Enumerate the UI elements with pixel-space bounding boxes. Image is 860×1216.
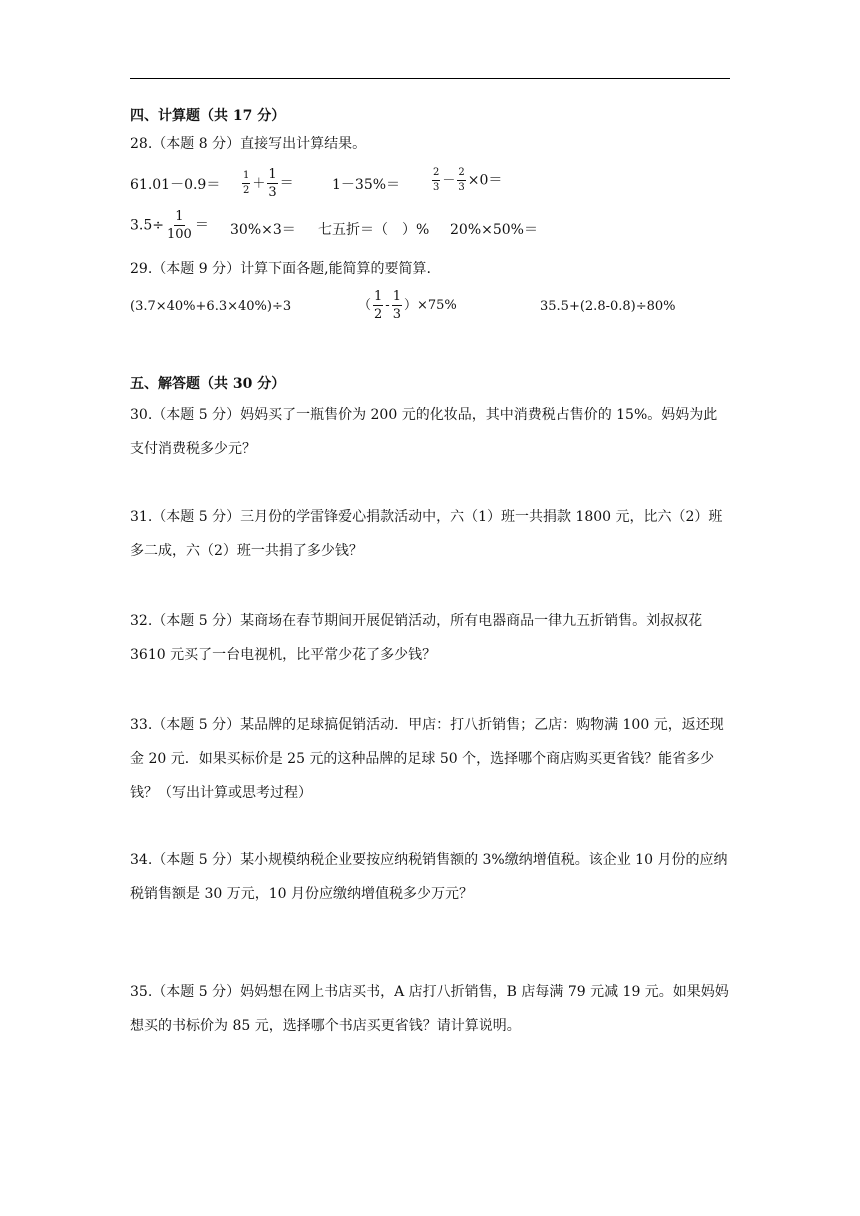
question-33: 33.（本题 5 分）某品牌的足球搞促销活动．甲店：打八折销售；乙店：购物满 100 元，返还现金 20 元．如果买标价是 25 元的这种品牌的足球 50 个，选择哪个商店购买更省钱？能省多少钱？（写出计算或思考过程）: [130, 717, 724, 801]
section-4-title: 四、计算题（共 17 分）: [130, 108, 286, 124]
expr-28-c: 1－35%＝: [332, 177, 401, 193]
expr-28-a: 61.01－0.9＝: [130, 177, 221, 193]
question-29-stem: 29.（本题 9 分）计算下面各题,能简算的要简算.: [130, 261, 431, 277]
fraction: $\frac{1}{100}$: [167, 209, 192, 242]
question-29-row: [130, 290, 730, 326]
question-34: 34.（本题 5 分）某小规模纳税企业要按应纳税销售额的 3%缴纳增值税。该企业 10 月份的应纳税销售额是 30 万元，10 月份应缴纳增值税多少万元？: [130, 852, 728, 902]
fraction: $\frac{2}{3}$: [433, 167, 440, 193]
section-5-title: 五、解答题（共 30 分）: [130, 376, 286, 392]
expr-29-a: (3.7×40%+6.3×40%)÷3: [130, 299, 292, 314]
expr-28-h: 20%×50%＝: [450, 222, 538, 238]
question-30: 30.（本题 5 分）妈妈买了一瓶售价为 200 元的化妆品，其中消费税占售价的 15%。妈妈为此支付消费税多少元？: [130, 407, 718, 457]
fraction: $\frac{2}{3}$: [458, 167, 465, 193]
expr-28-f: 30%×3＝: [230, 222, 296, 238]
question-35: 35.（本题 5 分）妈妈想在网上书店买书，A 店打八折销售，B 店每满 79 元减 19 元。如果妈妈想买的书标价为 85 元，选择哪个书店买更省钱？请计算说明。: [130, 984, 729, 1034]
question-28-row-2: [130, 210, 730, 246]
expr-29-b: （ $\frac{1}{2}$ - $\frac{1}{3}$ ）×75%: [358, 289, 457, 322]
question-31: 31.（本题 5 分）三月份的学雷锋爱心捐款活动中，六（1）班一共捐款 1800 元，比六（2）班多二成，六（2）班一共捐了多少钱？: [130, 509, 723, 559]
expr-29-c: 35.5+(2.8-0.8)÷80%: [540, 299, 676, 314]
expr-28-b: $\frac{1}{2}$ ＋ $\frac{1}{3}$ ＝: [243, 167, 294, 200]
fraction: $\frac{1}{2}$: [374, 289, 383, 322]
fraction: $\frac{1}{3}$: [392, 289, 401, 322]
fraction: $\frac{1}{2}$: [243, 170, 250, 196]
expr-28-d: $\frac{2}{3}$ － $\frac{2}{3}$ ×0＝: [433, 167, 503, 193]
question-28-stem: 28.（本题 8 分）直接写出计算结果。: [130, 136, 367, 152]
header-rule: [130, 78, 730, 79]
question-32: 32.（本题 5 分）某商场在春节期间开展促销活动，所有电器商品一律九五折销售。刘叔叔花 3610 元买了一台电视机，比平常少花了多少钱？: [130, 613, 703, 663]
expr-28-g: 七五折＝（ ）%: [318, 222, 430, 238]
question-28-row-1: [130, 168, 730, 202]
fraction: $\frac{1}{3}$: [268, 167, 277, 200]
expr-28-e: 3.5÷ $\frac{1}{100}$ ＝: [130, 209, 209, 242]
